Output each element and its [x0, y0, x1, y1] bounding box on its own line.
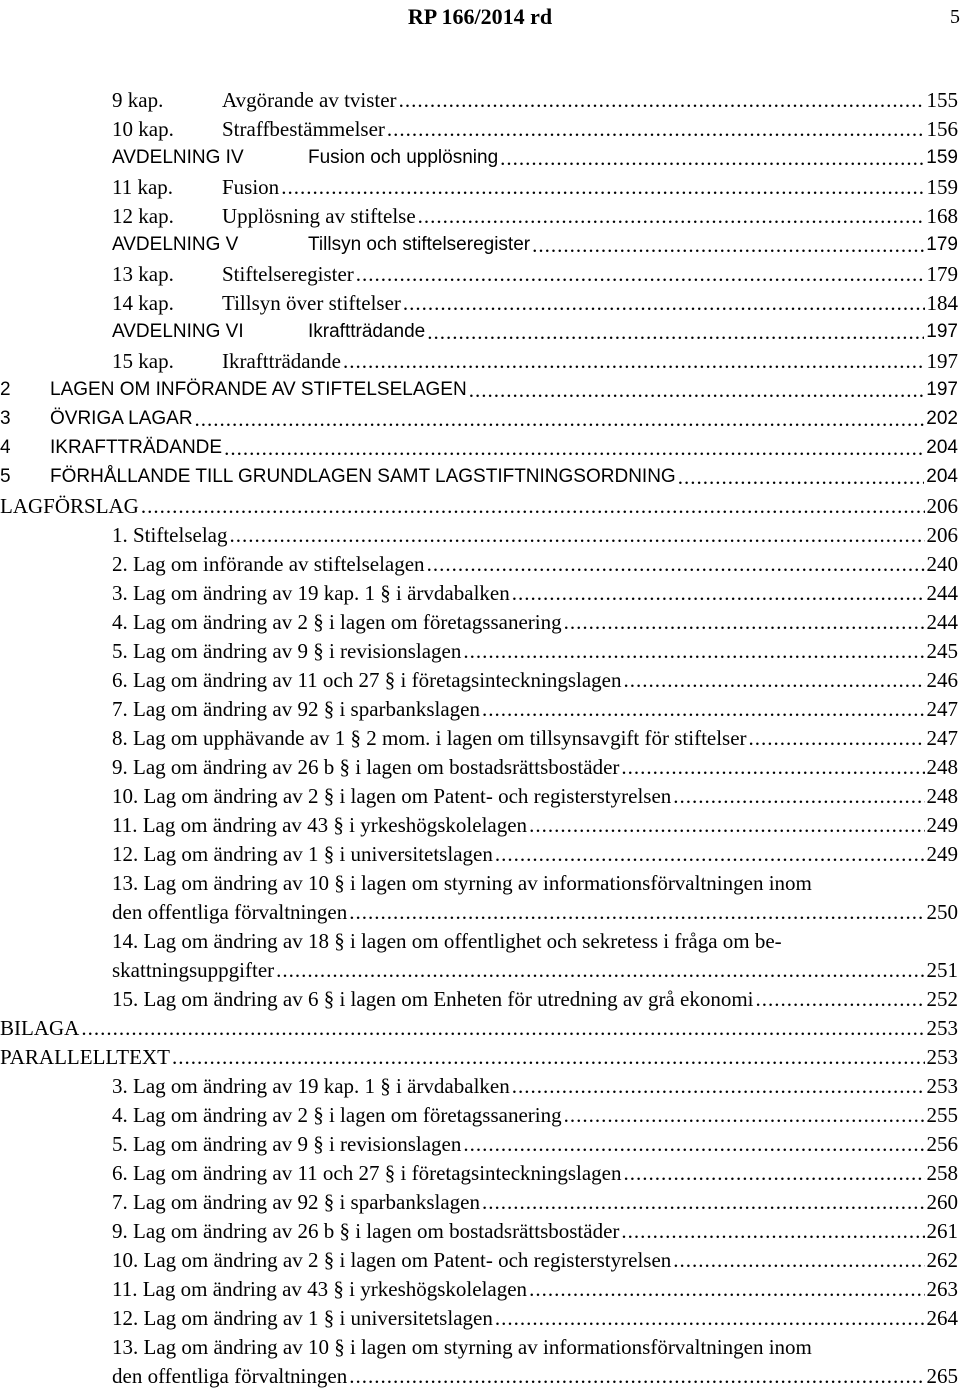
- toc-entry-title: Straffbestämmelser: [222, 117, 385, 141]
- toc-entry-title: ÖVRIGA LAGAR: [50, 408, 193, 429]
- toc-entry-page: 245: [926, 639, 958, 663]
- toc-entry-title: den offentliga förvaltningen: [112, 1364, 348, 1388]
- dot-leader: [427, 319, 924, 345]
- toc-entry[interactable]: [0, 142, 960, 171]
- dot-leader: [482, 1189, 925, 1215]
- toc-entry-title: Ikraftträdande: [222, 349, 341, 373]
- toc-entry[interactable]: [0, 925, 960, 954]
- toc-entry-title: 12. Lag om ändring av 1 § i universitetslagen: [112, 1306, 493, 1330]
- toc-entry-page: 179: [926, 262, 958, 286]
- toc-entry-title: BILAGA: [0, 1016, 80, 1040]
- toc-entry-page: 206: [926, 494, 958, 518]
- toc-entry-title: 4. Lag om ändring av 2 § i lagen om företagssanering: [112, 610, 562, 634]
- toc-entry-number: AVDELNING IV: [112, 147, 244, 168]
- toc-entry-page: 244: [926, 581, 958, 605]
- toc-entry-page: 263: [926, 1277, 958, 1301]
- toc-entry[interactable]: [0, 722, 960, 751]
- toc-entry[interactable]: [0, 1070, 960, 1099]
- dot-leader: [756, 986, 925, 1012]
- toc-entry-page: 253: [926, 1016, 958, 1040]
- toc-entry-number: 14 kap.: [112, 291, 174, 315]
- toc-entry[interactable]: [0, 229, 960, 258]
- toc-entry-number: 5: [0, 466, 11, 487]
- toc-entry-title: Tillsyn över stiftelser: [222, 291, 401, 315]
- toc-entry-page: 248: [926, 784, 958, 808]
- toc-entry-page: 256: [926, 1132, 958, 1156]
- toc-entry-page: 252: [926, 987, 958, 1011]
- dot-leader: [621, 1218, 924, 1244]
- toc-entry-title: Fusion och upplösning: [308, 147, 499, 168]
- toc-entry-page: 262: [926, 1248, 958, 1272]
- dot-leader: [172, 1044, 925, 1070]
- toc-entry-title: FÖRHÅLLANDE TILL GRUNDLAGEN SAMT LAGSTIFTNINGSORDNING: [50, 466, 676, 487]
- toc-entry[interactable]: [0, 867, 960, 896]
- dot-leader: [495, 1305, 925, 1331]
- toc-entry[interactable]: [0, 316, 960, 345]
- toc-entry[interactable]: [0, 200, 960, 229]
- dot-leader: [678, 464, 925, 490]
- toc-entry[interactable]: [0, 548, 960, 577]
- toc-entry-page: 246: [926, 668, 958, 692]
- dot-leader: [469, 377, 925, 403]
- dot-leader: [403, 290, 925, 316]
- dot-leader: [224, 435, 924, 461]
- toc-entry-page: 179: [926, 234, 958, 255]
- toc-entry-page: 249: [926, 813, 958, 837]
- toc-entry-title: 1. Stiftelselag: [112, 523, 228, 547]
- toc-entry-page: 251: [926, 958, 958, 982]
- toc-entry[interactable]: [0, 1099, 960, 1128]
- toc-entry-title: PARALLELLTEXT: [0, 1045, 170, 1069]
- toc-entry-title: 3. Lag om ändring av 19 kap. 1 § i ärvdabalken: [112, 581, 510, 605]
- toc-entry[interactable]: [0, 780, 960, 809]
- toc-entry-number: 2: [0, 379, 11, 400]
- toc-entry-title: LAGFÖRSLAG: [0, 494, 139, 518]
- dot-leader: [624, 667, 925, 693]
- toc-entry[interactable]: [0, 1186, 960, 1215]
- toc-entry-number: AVDELNING VI: [112, 321, 244, 342]
- dot-leader: [356, 261, 925, 287]
- toc-entry-page: 244: [926, 610, 958, 634]
- page-header: [0, 0, 960, 40]
- dot-leader: [463, 1131, 924, 1157]
- toc-entry[interactable]: [0, 519, 960, 548]
- toc-entry-page: 247: [926, 697, 958, 721]
- dot-leader: [482, 696, 925, 722]
- toc-entry-title: 10. Lag om ändring av 2 § i lagen om Patent- och registerstyrelsen: [112, 784, 672, 808]
- toc-entry-title: 10. Lag om ändring av 2 § i lagen om Patent- och registerstyrelsen: [112, 1248, 672, 1272]
- toc-entry-title: 3. Lag om ändring av 19 kap. 1 § i ärvdabalken: [112, 1074, 510, 1098]
- toc-entry[interactable]: [0, 1331, 960, 1360]
- toc-entry-page: 258: [926, 1161, 958, 1185]
- toc-entry[interactable]: [0, 113, 960, 142]
- toc-entry-title: skattningsuppgifter: [112, 958, 275, 982]
- dot-leader: [387, 116, 925, 142]
- dot-leader: [399, 87, 925, 113]
- toc-entry-page: 260: [926, 1190, 958, 1214]
- toc-entry-title: 2. Lag om införande av stiftelselagen: [112, 552, 425, 576]
- toc-entry-title: 12. Lag om ändring av 1 § i universitetslagen: [112, 842, 493, 866]
- dot-leader: [276, 957, 924, 983]
- toc-entry-page: 155: [926, 88, 958, 112]
- dot-leader: [512, 580, 925, 606]
- toc-entry[interactable]: [0, 577, 960, 606]
- toc-entry-title: den offentliga förvaltningen: [112, 900, 348, 924]
- toc-entry-title: Upplösning av stiftelse: [222, 204, 416, 228]
- toc-entry-title: Fusion: [222, 175, 280, 199]
- toc-entry-title: 8. Lag om upphävande av 1 § 2 mom. i lagen om tillsynsavgift för stiftelser: [112, 726, 747, 750]
- toc-entry-page: 202: [926, 408, 958, 429]
- toc-entry[interactable]: [0, 1302, 960, 1331]
- toc-entry-page: 156: [926, 117, 958, 141]
- toc-entry-page: 240: [926, 552, 958, 576]
- toc-entry[interactable]: [0, 896, 960, 925]
- toc-entry-page: 184: [926, 291, 958, 315]
- dot-leader: [349, 899, 924, 925]
- toc-entry-title: Ikraftträdande: [308, 321, 426, 342]
- dot-leader: [141, 493, 925, 519]
- toc-entry[interactable]: [0, 606, 960, 635]
- toc-entry[interactable]: [0, 751, 960, 780]
- toc-entry-page: 248: [926, 755, 958, 779]
- toc-entry[interactable]: [0, 1157, 960, 1186]
- toc-entry[interactable]: [0, 490, 960, 519]
- toc-entry-title: 7. Lag om ändring av 92 § i sparbankslagen: [112, 1190, 480, 1214]
- dot-leader: [418, 203, 925, 229]
- toc-entry-title: 5. Lag om ändring av 9 § i revisionslagen: [112, 1132, 462, 1156]
- page-number: 5: [950, 6, 960, 28]
- toc-entry[interactable]: [0, 693, 960, 722]
- toc-entry-title: Avgörande av tvister: [222, 88, 397, 112]
- dot-leader: [281, 174, 924, 200]
- toc-entry-page: 159: [926, 175, 958, 199]
- toc-entry-title: Stiftelseregister: [222, 262, 354, 286]
- toc-entry-title: 9. Lag om ändring av 26 b § i lagen om bostadsrättsbostäder: [112, 1219, 620, 1243]
- toc-entry[interactable]: [0, 1215, 960, 1244]
- toc-entry-page: 159: [926, 147, 958, 168]
- toc-entry-page: 250: [926, 900, 958, 924]
- toc-entry-page: 253: [926, 1074, 958, 1098]
- toc-entry[interactable]: [0, 374, 960, 403]
- toc-entry-page: 204: [926, 437, 958, 458]
- dot-leader: [529, 1276, 924, 1302]
- dot-leader: [343, 348, 925, 374]
- dot-leader: [621, 754, 924, 780]
- toc-entry-page: 249: [926, 842, 958, 866]
- toc-entry-title: 9. Lag om ändring av 26 b § i lagen om bostadsrättsbostäder: [112, 755, 620, 779]
- toc-entry-page: 253: [926, 1045, 958, 1069]
- dot-leader: [463, 638, 924, 664]
- dot-leader: [624, 1160, 925, 1186]
- toc-entry-page: 197: [926, 349, 958, 373]
- toc-entry[interactable]: [0, 258, 960, 287]
- dot-leader: [512, 1073, 925, 1099]
- dot-leader: [749, 725, 925, 751]
- toc-entry[interactable]: [0, 403, 960, 432]
- dot-leader: [195, 406, 925, 432]
- toc-entry-page: 197: [926, 321, 958, 342]
- toc-entry[interactable]: [0, 1360, 960, 1389]
- toc-entry-number: 12 kap.: [112, 204, 174, 228]
- toc-entry-page: 261: [926, 1219, 958, 1243]
- toc-entry-page: 197: [926, 379, 958, 400]
- dot-leader: [495, 841, 925, 867]
- toc-entry-number: 13 kap.: [112, 262, 174, 286]
- dot-leader: [229, 522, 924, 548]
- toc-entry-number: 3: [0, 408, 11, 429]
- document-id: RP 166/2014 rd: [407, 4, 553, 29]
- dot-leader: [427, 551, 925, 577]
- toc-entry[interactable]: [0, 838, 960, 867]
- toc-entry-page: 255: [926, 1103, 958, 1127]
- dot-leader: [349, 1363, 924, 1389]
- toc-entry[interactable]: [0, 635, 960, 664]
- dot-leader: [564, 609, 925, 635]
- toc-entry[interactable]: [0, 1128, 960, 1157]
- toc-entry-title: 7. Lag om ändring av 92 § i sparbankslagen: [112, 697, 480, 721]
- toc-entry-title: 4. Lag om ändring av 2 § i lagen om företagssanering: [112, 1103, 562, 1127]
- dot-leader: [529, 812, 924, 838]
- toc-entry[interactable]: [0, 84, 960, 113]
- toc-entry[interactable]: [0, 1012, 960, 1041]
- toc-entry[interactable]: [0, 664, 960, 693]
- toc-entry-page: 247: [926, 726, 958, 750]
- toc-entry[interactable]: [0, 1041, 960, 1070]
- toc-entry-title: 13. Lag om ändring av 10 § i lagen om styrning av informationsförvaltningen inom: [112, 871, 812, 895]
- toc-entry-title: IKRAFTTRÄDANDE: [50, 437, 223, 458]
- dot-leader: [673, 1247, 924, 1273]
- toc-entry-title: LAGEN OM INFÖRANDE AV STIFTELSELAGEN: [50, 379, 467, 400]
- toc-entry-title: 11. Lag om ändring av 43 § i yrkeshögskolelagen: [112, 1277, 528, 1301]
- toc-entry-title: 13. Lag om ändring av 10 § i lagen om styrning av informationsförvaltningen inom: [112, 1335, 812, 1359]
- toc-entry-title: 5. Lag om ändring av 9 § i revisionslagen: [112, 639, 462, 663]
- toc-entry[interactable]: [0, 461, 960, 490]
- dot-leader: [564, 1102, 925, 1128]
- toc-entry[interactable]: [0, 983, 960, 1012]
- toc-entry-number: 4: [0, 437, 11, 458]
- dot-leader: [673, 783, 924, 809]
- toc-entry-number: 9 kap.: [112, 88, 164, 112]
- dot-leader: [500, 145, 924, 171]
- toc-entry[interactable]: [0, 1244, 960, 1273]
- dot-leader: [532, 232, 924, 258]
- dot-leader: [81, 1015, 924, 1041]
- toc-entry-title: Tillsyn och stiftelseregister: [308, 234, 531, 255]
- toc-entry[interactable]: [0, 1273, 960, 1302]
- toc-entry-page: 206: [926, 523, 958, 547]
- toc-entry-page: 265: [926, 1364, 958, 1388]
- toc-entry[interactable]: [0, 171, 960, 200]
- toc-entry-page: 264: [926, 1306, 958, 1330]
- toc-entry[interactable]: [0, 809, 960, 838]
- toc-entry-title: 14. Lag om ändring av 18 § i lagen om offentlighet och sekretess i fråga om be-: [112, 929, 782, 953]
- toc-entry-number: AVDELNING V: [112, 234, 239, 255]
- toc-entry[interactable]: [0, 954, 960, 983]
- toc-entry-title: 11. Lag om ändring av 43 § i yrkeshögskolelagen: [112, 813, 528, 837]
- toc-entry[interactable]: [0, 287, 960, 316]
- toc-entry-title: 6. Lag om ändring av 11 och 27 § i företagsinteckningslagen: [112, 1161, 622, 1185]
- toc-entry-number: 11 kap.: [112, 175, 174, 199]
- toc-entry[interactable]: [0, 432, 960, 461]
- toc-entry-title: 6. Lag om ändring av 11 och 27 § i företagsinteckningslagen: [112, 668, 622, 692]
- toc-entry-number: 15 kap.: [112, 349, 174, 373]
- toc-entry-page: 168: [926, 204, 958, 228]
- toc-entry-number: 10 kap.: [112, 117, 174, 141]
- toc-entry-page: 204: [926, 466, 958, 487]
- table-of-contents: [0, 84, 960, 1389]
- toc-entry-title: 15. Lag om ändring av 6 § i lagen om Enheten för utredning av grå ekonomi: [112, 987, 754, 1011]
- toc-entry[interactable]: [0, 345, 960, 374]
